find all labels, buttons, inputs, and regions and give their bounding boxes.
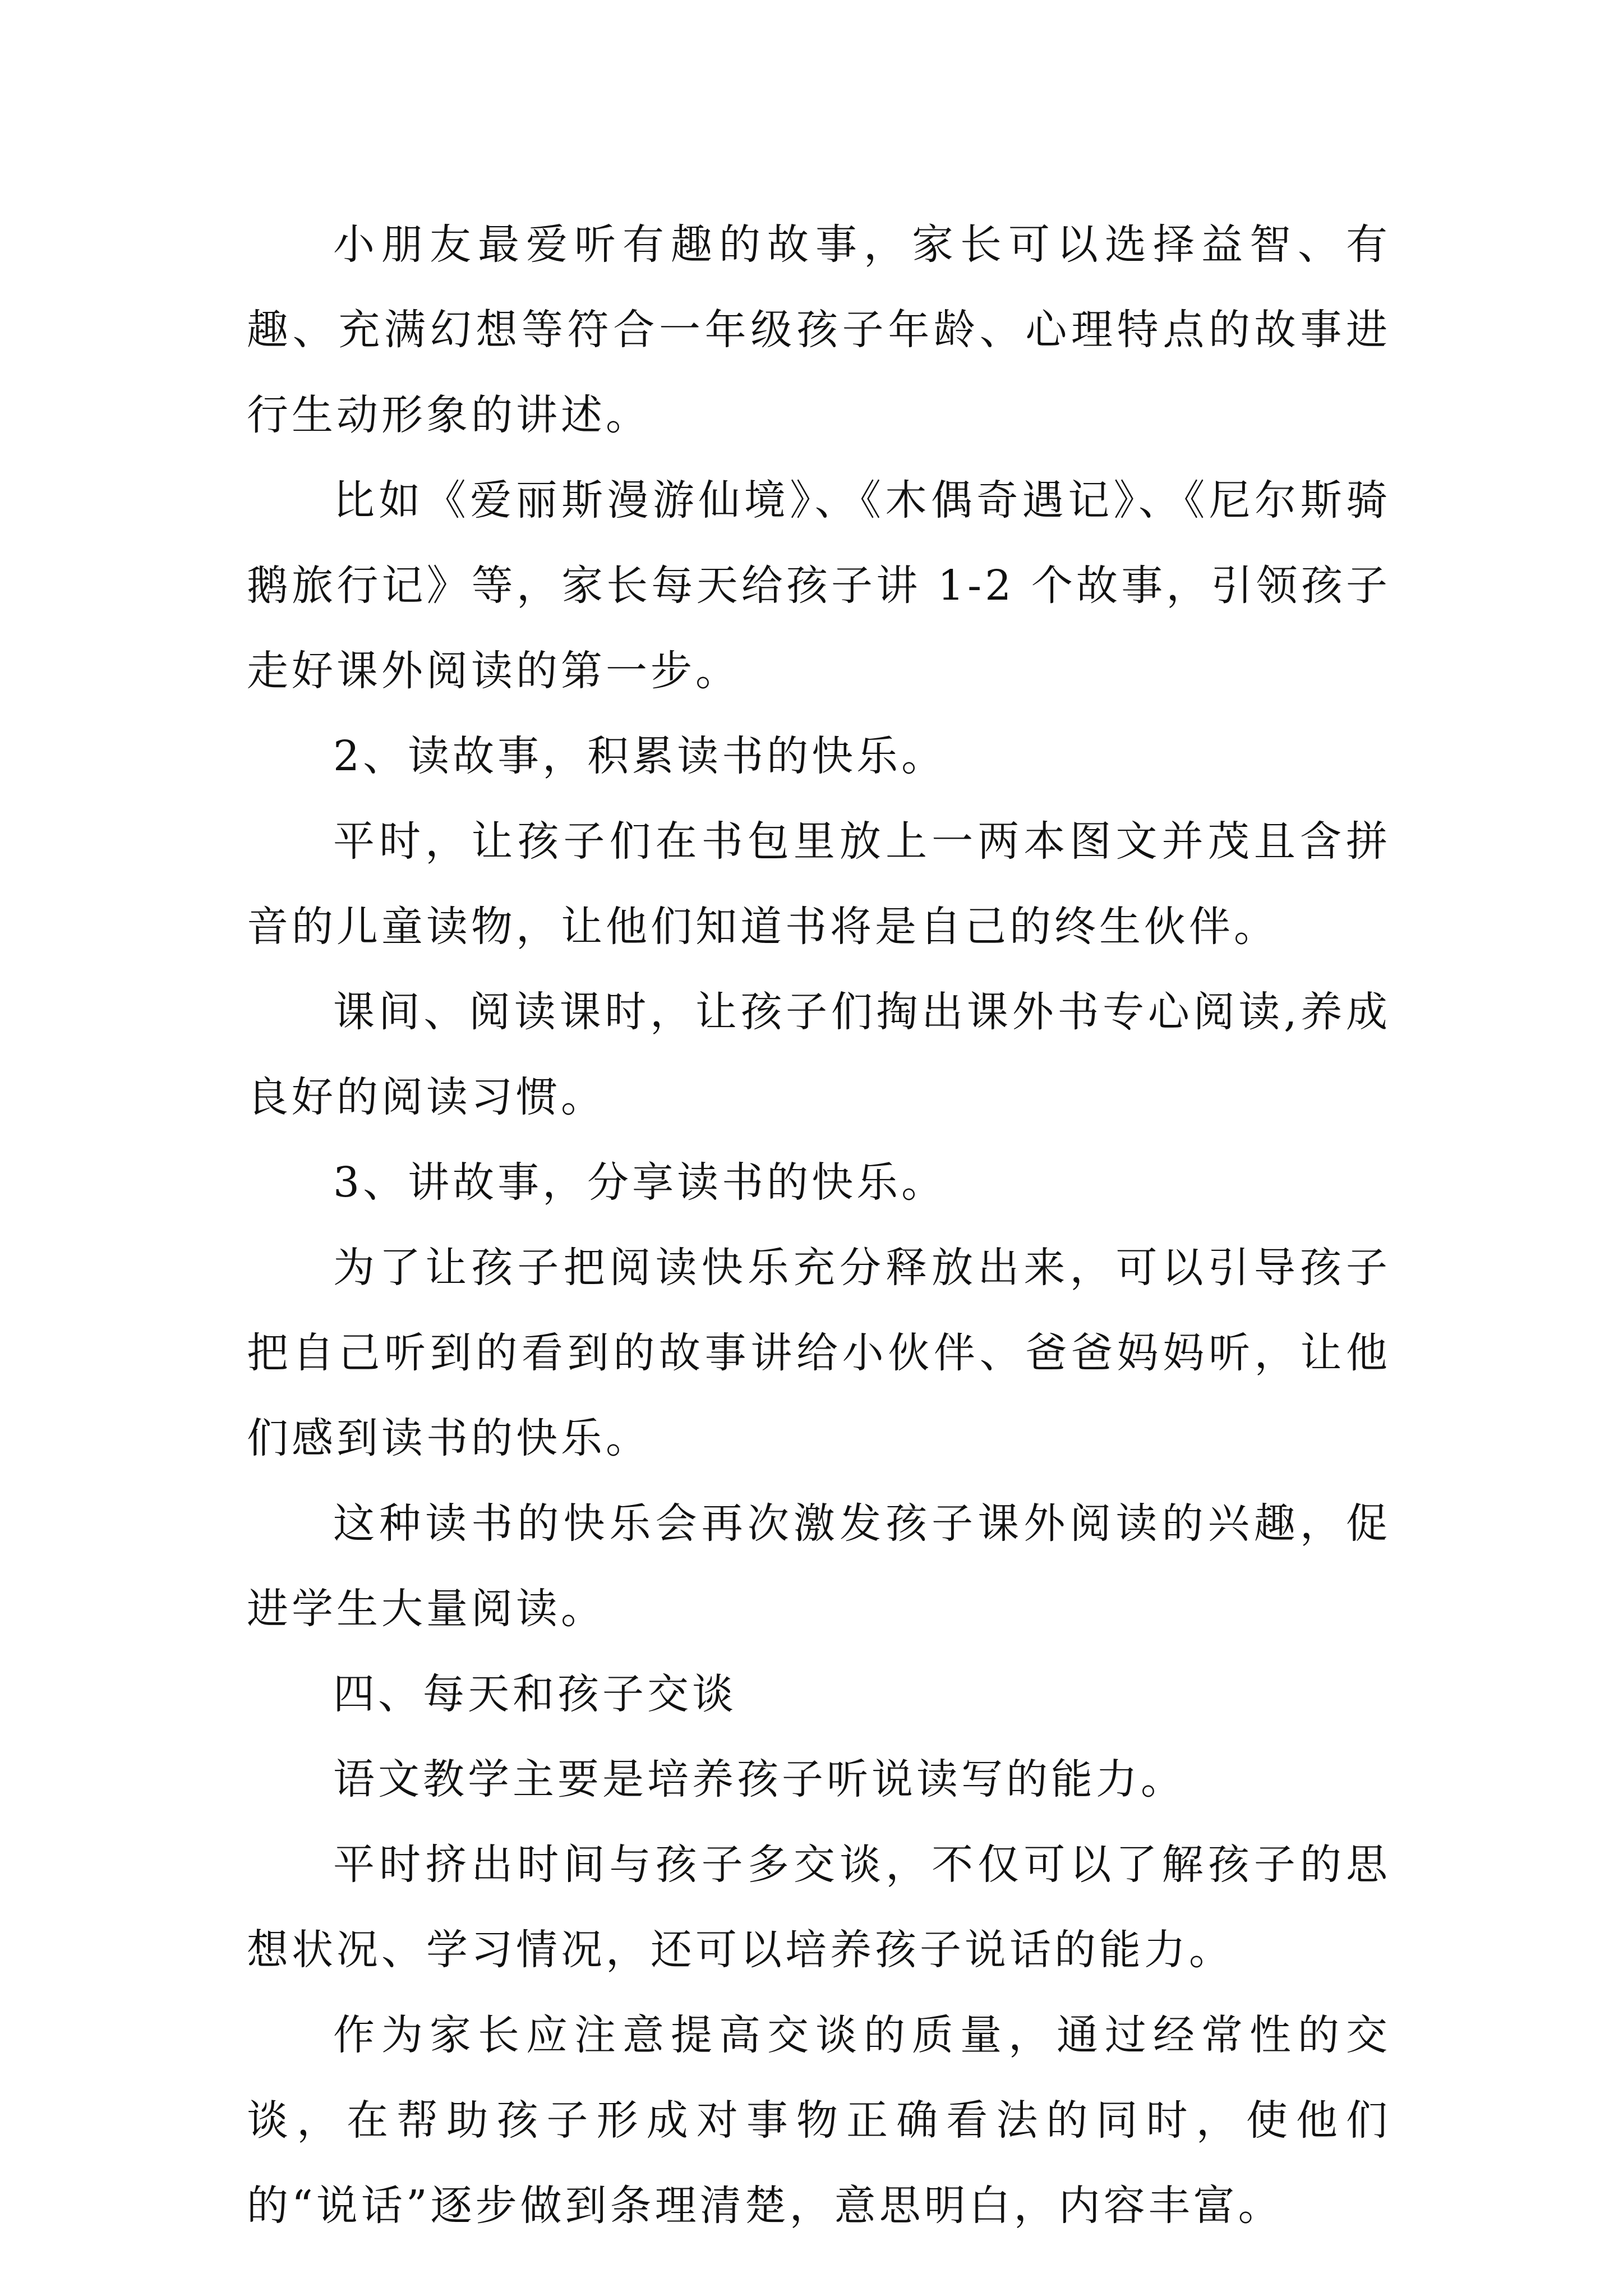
paragraph-7: 为了让孩子把阅读快乐充分释放出来，可以引导孩子把自己听到的看到的故事讲给小伙伴、爸爸妈妈听，让他们感到读书的快乐。 <box>247 1244 1391 1462</box>
section-heading-4: 四、每天和孩子交谈 <box>333 1670 737 1718</box>
paragraph-10: 语文教学主要是培养孩子听说读写的能力。 <box>333 1755 1186 1803</box>
paragraph-8: 这种读书的快乐会再次激发孩子课外阅读的兴趣，促进学生大量阅读。 <box>247 1499 1391 1633</box>
paragraph-2: 比如《爱丽斯漫游仙境》、《木偶奇遇记》、《尼尔斯骑鹅旅行记》等，家长每天给孩子讲 1-2 个故事，引领孩子走好课外阅读的第一步。 <box>247 476 1391 695</box>
paragraph-12: 作为家长应注意提高交谈的质量，通过经常性的交谈，在帮助孩子形成对事物正确看法的同时，使他们的“说话”逐步做到条理清楚，意思明白，内容丰富。 <box>247 2011 1391 2230</box>
paragraph-3: 2、读故事，积累读书的快乐。 <box>333 732 947 780</box>
paragraph-5: 课间、阅读课时，让孩子们掏出课外书专心阅读,养成良好的阅读习惯。 <box>247 988 1391 1121</box>
paragraph-11: 平时挤出时间与孩子多交谈，不仅可以了解孩子的思想状况、学习情况，还可以培养孩子说话的能力。 <box>247 1841 1391 1974</box>
paragraph-1: 小朋友最爱听有趣的故事，家长可以选择益智、有趣、充满幻想等符合一年级孩子年龄、心理特点的故事进行生动形象的讲述。 <box>247 220 1391 439</box>
paragraph-6: 3、讲故事，分享读书的快乐。 <box>333 1158 947 1207</box>
document-body <box>247 202 1391 2248</box>
paragraph-4: 平时，让孩子们在书包里放上一两本图文并茂且含拼音的儿童读物，让他们知道书将是自己的终生伙伴。 <box>247 817 1391 951</box>
